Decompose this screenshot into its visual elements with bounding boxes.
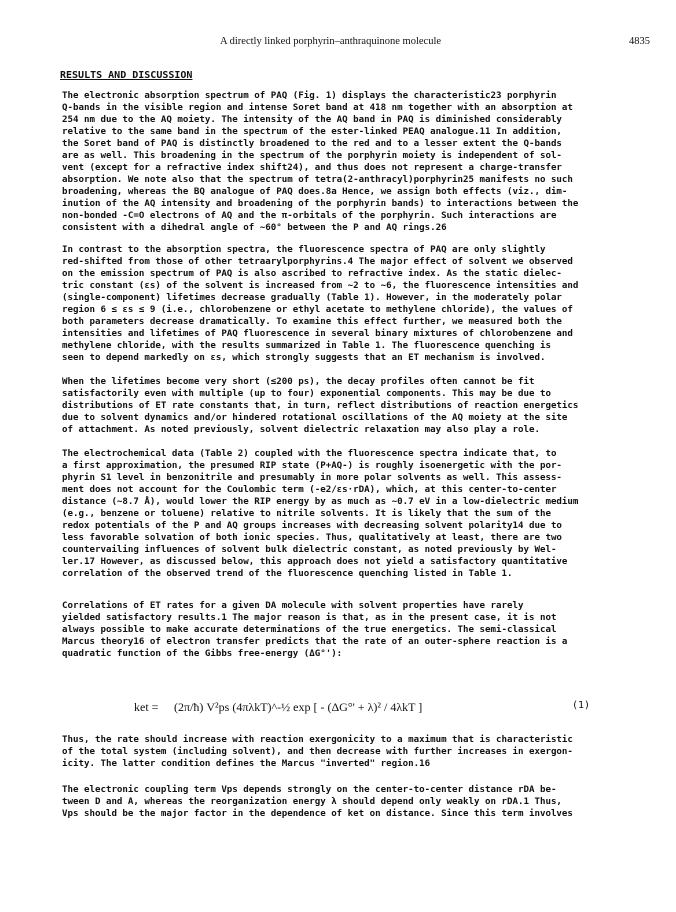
text-line: a first approximation, the presumed RIP state (P+AQ-) is roughly isoenergetic with the por-	[62, 461, 562, 471]
text-line: Marcus theory16 of electron transfer predicts that the rate of an outer-sphere reaction is a	[62, 637, 568, 647]
text-line: quadratic function of the Gibbs free-energy (ΔG°'):	[62, 649, 343, 659]
text-line: red-shifted from those of other tetraarylporphyrins.4 The major effect of solvent we observed	[62, 257, 573, 267]
text-line: Correlations of ET rates for a given DA molecule with solvent properties have rarely	[62, 601, 524, 611]
text-line: redox potentials of the P and AQ groups increases with decreasing solvent polarity14 due to	[62, 521, 562, 531]
text-line: absorption. We note also that the spectrum of tetra(2-anthracyl)porphyrin25 manifests no such	[62, 175, 573, 185]
text-line: In contrast to the absorption spectra, the fluorescence spectra of PAQ are only slightly	[62, 245, 546, 255]
text-line: region 6 ≤ εs ≤ 9 (i.e., chlorobenzene or ethyl acetate to methylene chloride), the values of	[62, 305, 573, 315]
text-line: Vps should be the major factor in the dependence of ket on distance. Since this term involves	[62, 809, 573, 819]
text-line: on the emission spectrum of PAQ is also ascribed to refractive index. As the static dielec-	[62, 269, 562, 279]
text-line: ment does not account for the Coulombic term (-e2/εs·rDA), which, at this center-to-center	[62, 485, 557, 495]
paragraph-4	[62, 448, 652, 580]
text-line: intensities and lifetimes of PAQ fluorescence in several binary mixtures of chlorobenzene and	[62, 329, 573, 339]
text-line: When the lifetimes become very short (≤200 ps), the decay profiles often cannot be fit	[62, 377, 535, 387]
section-title: RESULTS AND DISCUSSION	[60, 70, 193, 81]
text-line: (single-component) lifetimes decrease gradually (Table 1). However, in the moderately polar	[62, 293, 562, 303]
text-line: due to solvent dynamics and/or hindered rotational oscillations of the AQ moiety at the site	[62, 413, 568, 423]
equation-lhs: ket =	[134, 700, 159, 714]
text-line: broadening, whereas the BQ analogue of PAQ does.8a Hence, we assign both effects (viz., dim-	[62, 187, 568, 197]
text-line: Q-bands in the visible region and intense Soret band at 418 nm together with an absorption at	[62, 103, 573, 113]
text-line: methylene chloride, with the results summarized in Table 1. The fluorescence quenching is	[62, 341, 551, 351]
text-line: countervailing influences of solvent bulk dielectric constant, as noted previously by Wel-	[62, 545, 557, 555]
text-line: 254 nm due to the AQ moiety. The intensity of the AQ band in PAQ is diminished considerably	[62, 115, 562, 125]
text-line: ler.17 However, as discussed below, this approach does not yield a satisfactory quantitative	[62, 557, 568, 567]
running-header	[60, 36, 650, 50]
text-line: both parameters decrease dramatically. To examine this effect further, we measured both the	[62, 317, 562, 327]
equation-1	[62, 690, 652, 724]
equation-rhs: (2π/ħ) V²ps (4πλkT)^-½ exp [ - (ΔG°' + λ)² / 4λkT ]	[174, 700, 423, 714]
text-line: the Soret band of PAQ is distinctly broadened to the red and to a lesser extent the Q-bands	[62, 139, 562, 149]
text-line: vent (except for a refractive index shift24), and thus does not represent a charge-transfer	[62, 163, 562, 173]
paragraph-2	[62, 244, 652, 364]
equation-number: (1)	[571, 700, 590, 711]
text-line: Thus, the rate should increase with reaction exergonicity to a maximum that is characteristic	[62, 735, 573, 745]
text-line: inution of the AQ intensity and broadening of the porphyrin bands) to interactions between the	[62, 199, 579, 209]
text-line: The electronic coupling term Vps depends strongly on the center-to-center distance rDA be-	[62, 785, 557, 795]
text-line: correlation of the observed trend of the fluorescence quenching listed in Table 1.	[62, 569, 513, 579]
text-line: distributions of ET rate constants that, in turn, reflect distributions of reaction energetics	[62, 401, 579, 411]
text-line: The electrochemical data (Table 2) coupled with the fluorescence spectra indicate that, to	[62, 449, 557, 459]
text-line: distance (~8.7 Å), would lower the RIP energy by as much as ~0.7 eV in a low-dielectric medium	[62, 497, 579, 507]
text-line: (e.g., benzene or toluene) relative to nitrile solvents. It is likely that the sum of the	[62, 509, 551, 519]
text-line: of attachment. As noted previously, solvent dielectric relaxation may also play a role.	[62, 425, 540, 435]
text-line: icity. The latter condition defines the Marcus "inverted" region.16	[62, 759, 431, 769]
page-number: 4835	[629, 36, 650, 47]
text-line: relative to the same band in the spectrum of the ester-linked PEAQ analogue.11 In addition,	[62, 127, 562, 137]
text-line: tween D and A, whereas the reorganization energy λ should depend only weakly on rDA.1 Thus,	[62, 797, 562, 807]
text-line: less favorable solvation of both ionic species. Thus, qualitatively at least, there are two	[62, 533, 562, 543]
text-line: The electronic absorption spectrum of PAQ (Fig. 1) displays the characteristic23 porphyrin	[62, 91, 557, 101]
paragraph-1	[62, 90, 652, 234]
text-line: always possible to make accurate determinations of the true energetics. The semi-classical	[62, 625, 557, 635]
text-line: yielded satisfactory results.1 The major reason is that, as in the present case, it is not	[62, 613, 557, 623]
text-line: are as well. This broadening in the spectrum of the porphyrin moiety is independent of sol-	[62, 151, 562, 161]
paragraph-7	[62, 784, 652, 820]
text-line: of the total system (including solvent), and then decrease with further increases in exergon-	[62, 747, 573, 757]
text-line: tric constant (εs) of the solvent is increased from ~2 to ~6, the fluorescence intensities and	[62, 281, 579, 291]
paragraph-3	[62, 376, 652, 436]
paragraph-6	[62, 734, 652, 770]
text-line: phyrin S1 level in benzonitrile and presumably in more polar solvents as well. This assess-	[62, 473, 562, 483]
paragraph-5	[62, 600, 652, 660]
running-title: A directly linked porphyrin–anthraquinone molecule	[220, 36, 442, 47]
text-line: seen to depend markedly on εs, which strongly suggests that an ET mechanism is involved.	[62, 353, 546, 363]
text-line: non-bonded -C=O electrons of AQ and the π-orbitals of the porphyrin. Such interactions are	[62, 211, 557, 221]
text-line: satisfactorily even with multiple (up to four) exponential components. This may be due to	[62, 389, 551, 399]
text-line: consistent with a dihedral angle of ~60° between the P and AQ rings.26	[62, 223, 447, 233]
